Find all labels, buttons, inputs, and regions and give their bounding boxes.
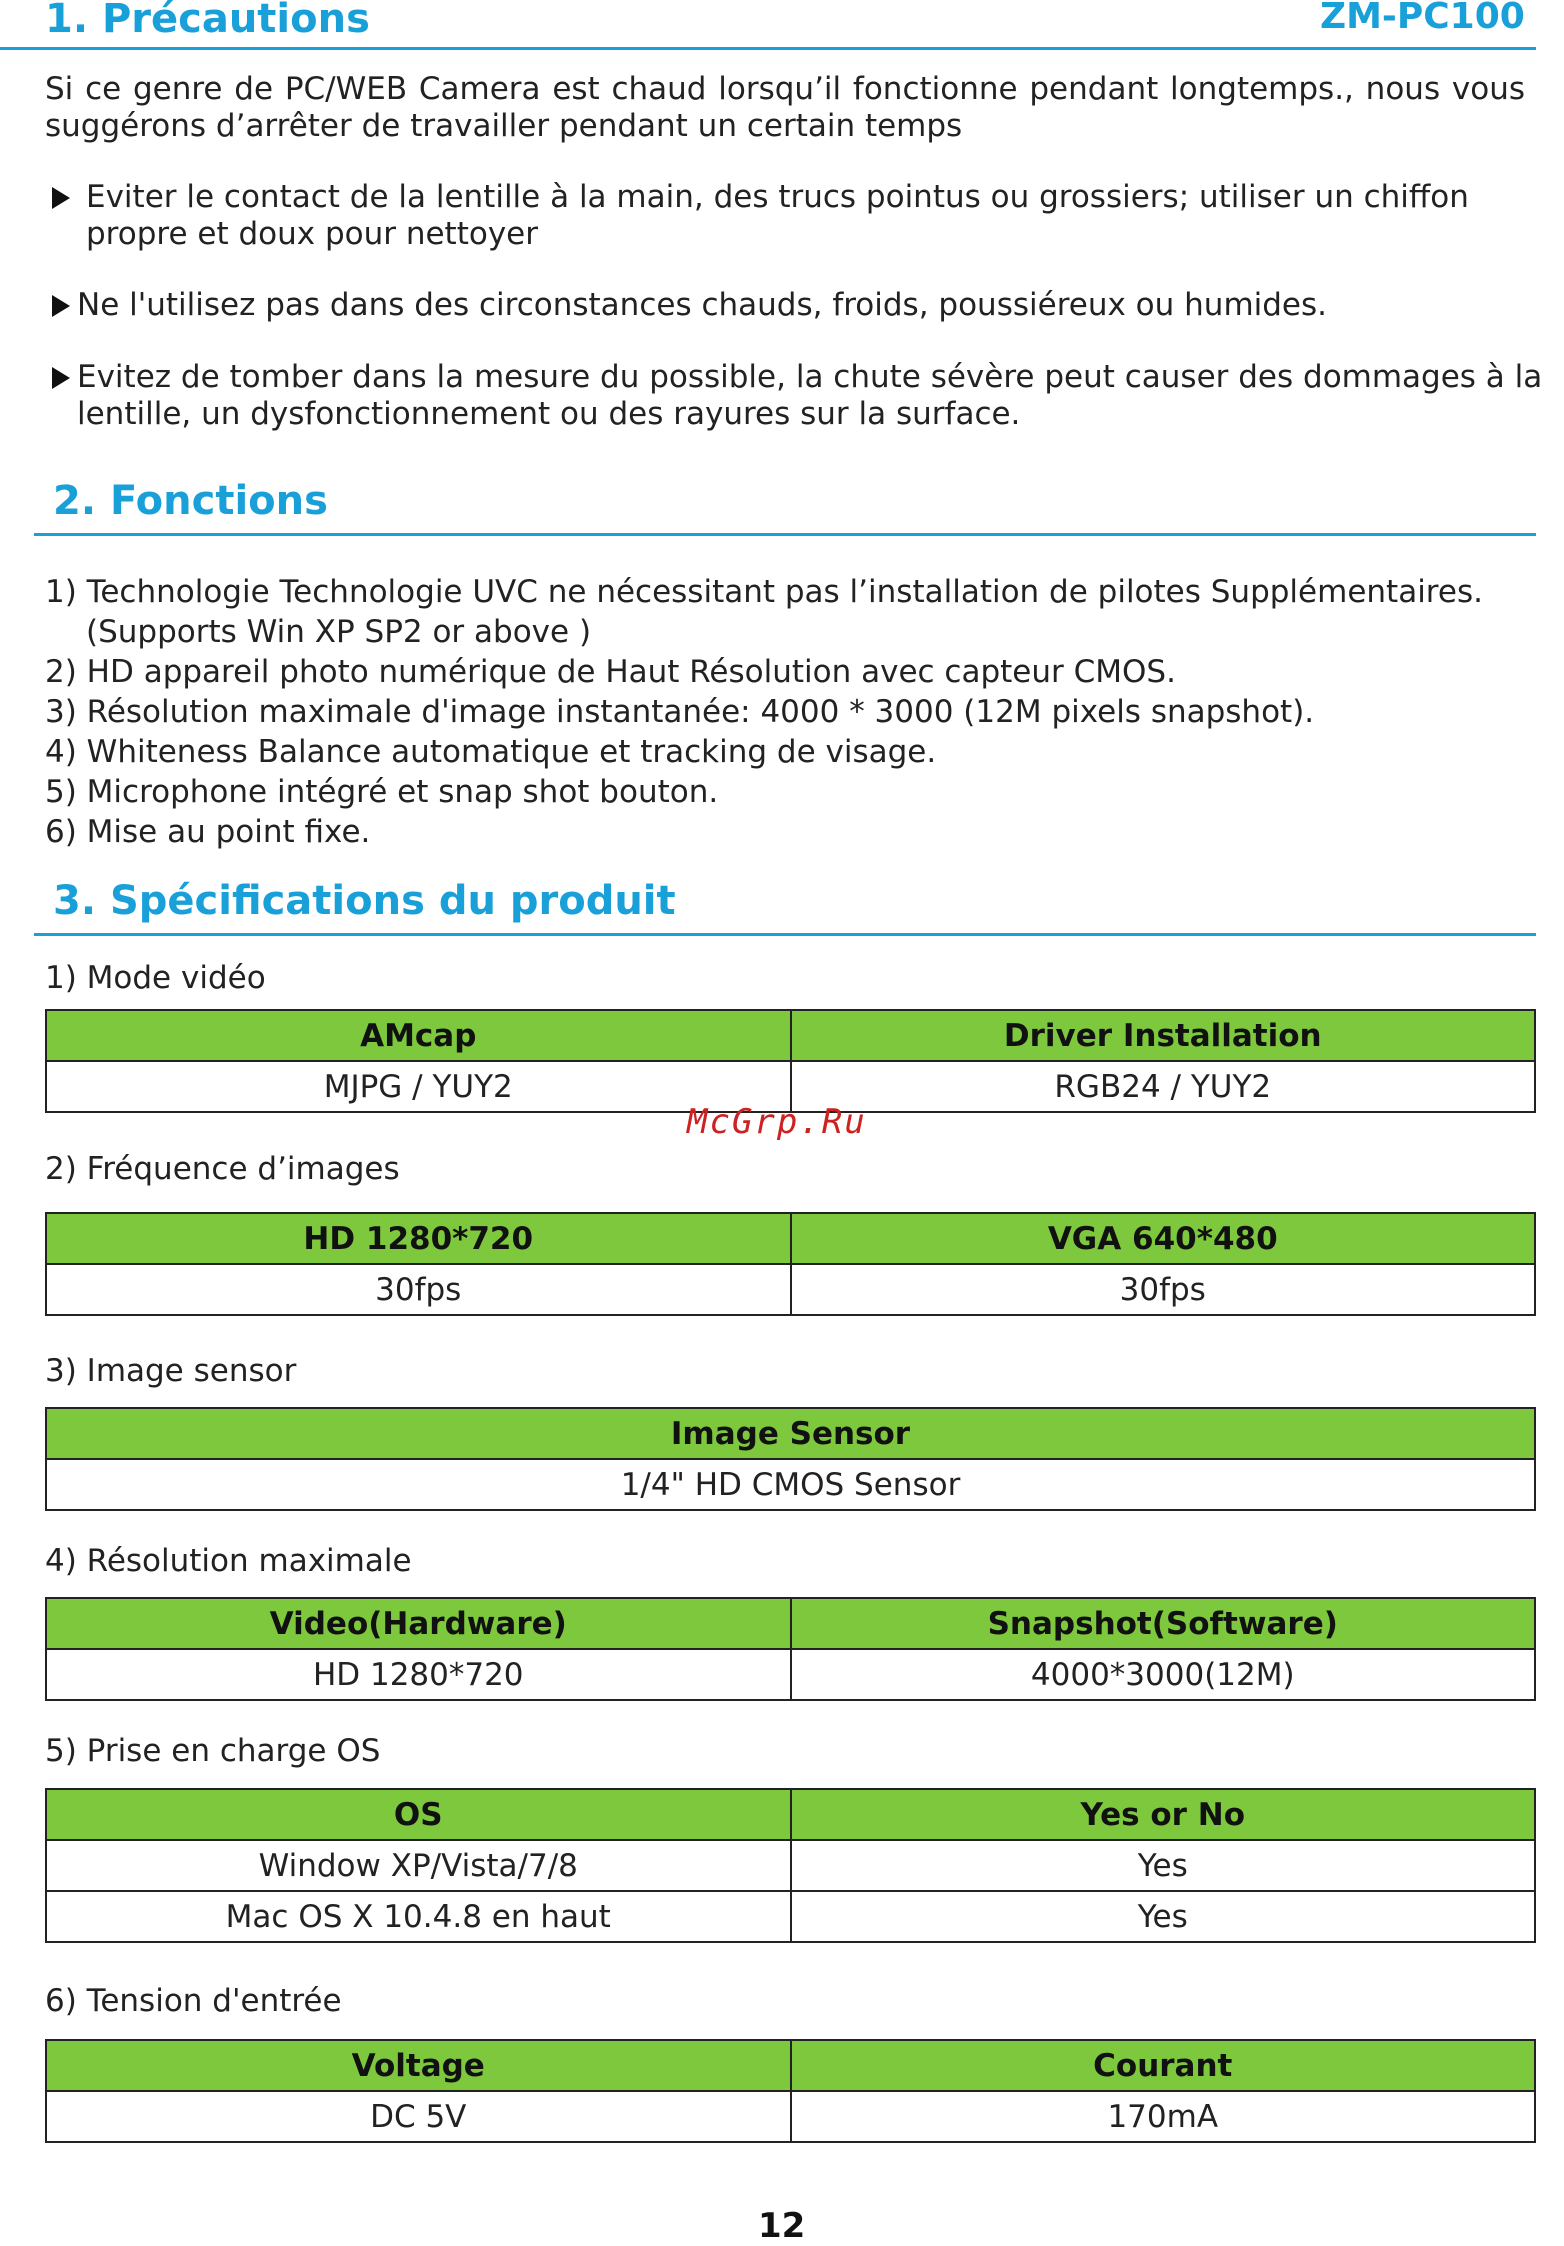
spec-label-video-mode: 1) Mode vidéo bbox=[45, 960, 266, 996]
table-cell: Window XP/Vista/7/8 bbox=[46, 1840, 791, 1891]
table-cell: Yes bbox=[791, 1891, 1536, 1942]
table-cell: Mac OS X 10.4.8 en haut bbox=[46, 1891, 791, 1942]
table-cell: 30fps bbox=[46, 1264, 791, 1315]
spec-label-voltage: 6) Tension d'entrée bbox=[45, 1983, 342, 2019]
bullet-triangle-icon bbox=[52, 187, 70, 209]
table-row bbox=[46, 1264, 1535, 1315]
function-item: 5) Microphone intégré et snap shot bouton. bbox=[45, 774, 719, 810]
table-row bbox=[46, 1649, 1535, 1700]
frame-rate-table bbox=[45, 1212, 1536, 1316]
section-title-precautions: 1. Précautions bbox=[45, 0, 370, 42]
precautions-bullet2: Ne l'utilisez pas dans des circonstances chauds, froids, poussiéreux ou humides. bbox=[77, 287, 1328, 323]
bullet-triangle-icon bbox=[52, 367, 70, 389]
table-cell: RGB24 / YUY2 bbox=[791, 1061, 1536, 1112]
video-mode-table bbox=[45, 1009, 1536, 1113]
page-number: 12 bbox=[758, 2206, 806, 2246]
table-cell: 1/4" HD CMOS Sensor bbox=[46, 1459, 1535, 1510]
precautions-bullet1-line1: Eviter le contact de la lentille à la main, des trucs pointus ou grossiers; utiliser un chiffon bbox=[86, 179, 1469, 215]
function-item: 4) Whiteness Balance automatique et tracking de visage. bbox=[45, 734, 937, 770]
spec-label-max-resolution: 4) Résolution maximale bbox=[45, 1543, 412, 1579]
image-sensor-table bbox=[45, 1407, 1536, 1511]
table-header-cell: Snapshot(Software) bbox=[791, 1598, 1536, 1649]
section-divider bbox=[34, 933, 1536, 936]
spec-label-image-sensor: 3) Image sensor bbox=[45, 1353, 297, 1389]
os-support-table bbox=[45, 1788, 1536, 1943]
table-cell: DC 5V bbox=[46, 2091, 791, 2142]
model-label: ZM-PC100 bbox=[1320, 0, 1525, 37]
table-cell: 30fps bbox=[791, 1264, 1536, 1315]
table-header-cell: OS bbox=[46, 1789, 791, 1840]
precautions-intro-line1: Si ce genre de PC/WEB Camera est chaud lorsqu’il fonctionne pendant longtemps., nous vous bbox=[45, 71, 1525, 107]
table-header-cell: Yes or No bbox=[791, 1789, 1536, 1840]
table-header-cell: VGA 640*480 bbox=[791, 1213, 1536, 1264]
table-row bbox=[46, 1840, 1535, 1891]
function-item: (Supports Win XP SP2 or above ) bbox=[86, 614, 592, 650]
section-title-specs: 3. Spécifications du produit bbox=[53, 878, 676, 924]
section-divider bbox=[34, 533, 1536, 536]
table-row bbox=[46, 1459, 1535, 1510]
table-header-cell: HD 1280*720 bbox=[46, 1213, 791, 1264]
table-cell: HD 1280*720 bbox=[46, 1649, 791, 1700]
table-header-cell: Voltage bbox=[46, 2040, 791, 2091]
precautions-bullet1-line2: propre et doux pour nettoyer bbox=[86, 216, 538, 252]
precautions-bullet3-line1: Evitez de tomber dans la mesure du possible, la chute sévère peut causer des dommages à la bbox=[77, 359, 1543, 395]
watermark: McGrp.Ru bbox=[687, 1102, 867, 1142]
table-header-cell: Video(Hardware) bbox=[46, 1598, 791, 1649]
table-header-cell: Courant bbox=[791, 2040, 1536, 2091]
section-divider bbox=[0, 47, 1536, 50]
table-header-cell: Driver Installation bbox=[791, 1010, 1536, 1061]
spec-label-os-support: 5) Prise en charge OS bbox=[45, 1733, 381, 1769]
precautions-bullet3-line2: lentille, un dysfonctionnement ou des rayures sur la surface. bbox=[77, 396, 1021, 432]
function-item: 3) Résolution maximale d'image instantanée: 4000 * 3000 (12M pixels snapshot). bbox=[45, 694, 1315, 730]
table-cell: Yes bbox=[791, 1840, 1536, 1891]
max-resolution-table bbox=[45, 1597, 1536, 1701]
table-cell: 4000*3000(12M) bbox=[791, 1649, 1536, 1700]
section-title-functions: 2. Fonctions bbox=[53, 478, 328, 524]
table-cell: 170mA bbox=[791, 2091, 1536, 2142]
table-row bbox=[46, 1891, 1535, 1942]
bullet-triangle-icon bbox=[52, 295, 70, 317]
table-row bbox=[46, 2091, 1535, 2142]
function-item: 2) HD appareil photo numérique de Haut Résolution avec capteur CMOS. bbox=[45, 654, 1176, 690]
table-header-cell: Image Sensor bbox=[46, 1408, 1535, 1459]
function-item: 6) Mise au point fixe. bbox=[45, 814, 371, 850]
function-item: 1) Technologie Technologie UVC ne nécessitant pas l’installation de pilotes Supplémentaires. bbox=[45, 574, 1483, 610]
voltage-table bbox=[45, 2039, 1536, 2143]
spec-label-frame-rate: 2) Fréquence d’images bbox=[45, 1151, 400, 1187]
precautions-intro-line2: suggérons d’arrêter de travailler pendant un certain temps bbox=[45, 108, 963, 144]
table-header-cell: AMcap bbox=[46, 1010, 791, 1061]
table-cell: MJPG / YUY2 bbox=[46, 1061, 791, 1112]
